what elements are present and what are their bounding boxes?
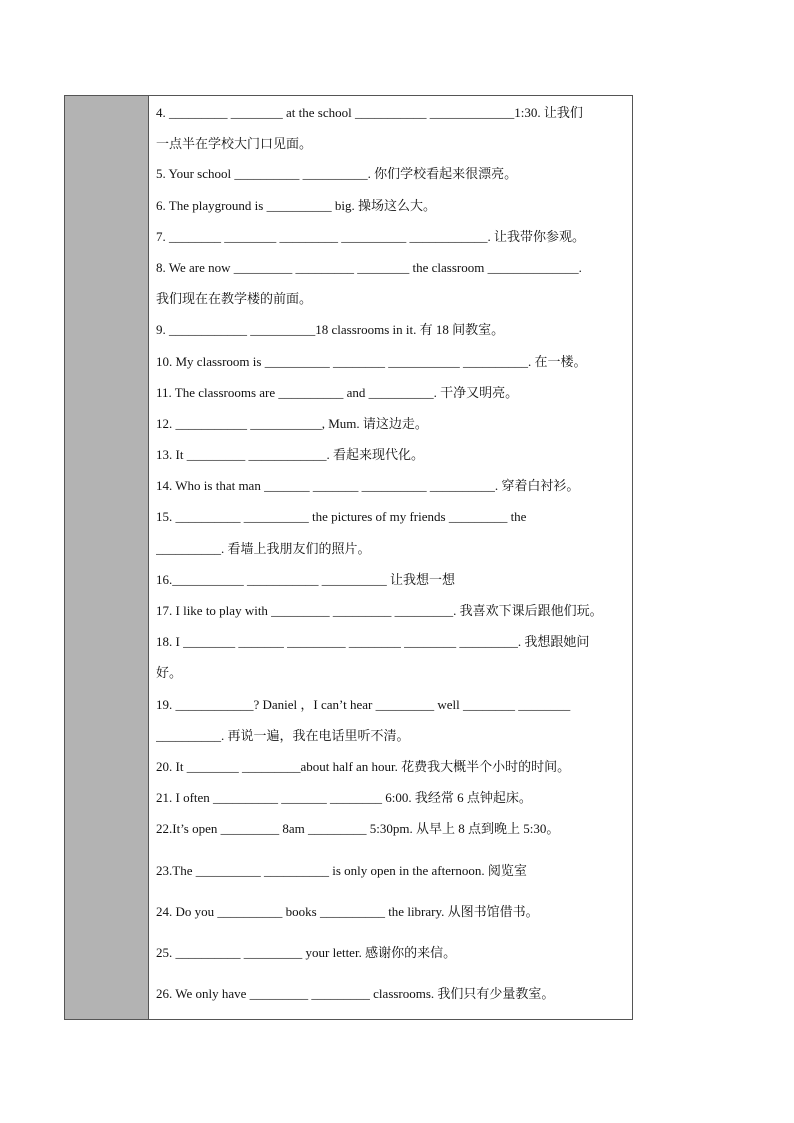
exercise-line-19a: 19. ____________? Daniel ，I can’t hear _________ well ________ ________: [156, 697, 571, 712]
exercise-line-21: 21. I often __________ _______ ________ 6:00. 我经常 6 点钟起床。: [156, 790, 532, 805]
exercise-line-10: 10. My classroom is __________ ________ ___________ __________. 在一楼。: [156, 354, 587, 369]
exercise-line-5: 5. Your school __________ __________. 你们学校看起来很漂亮。: [156, 166, 518, 181]
exercise-table: [64, 95, 633, 1020]
exercise-line-15a: 15. __________ __________ the pictures of my friends _________ the: [156, 509, 527, 524]
exercise-line-4b: 一点半在学校大门口见面。: [156, 136, 313, 151]
exercise-line-17: 17. I like to play with _________ _________ _________. 我喜欢下课后跟他们玩。: [156, 603, 603, 618]
exercise-line-26: 26. We only have _________ _________ classrooms. 我们只有少量教室。: [156, 986, 555, 1001]
exercise-line-20: 20. It ________ _________about half an hour. 花费我大概半个小时的时间。: [156, 759, 571, 774]
exercise-line-8b: 我们现在在教学楼的前面。: [156, 291, 313, 306]
exercise-line-23: 23.The __________ __________ is only open in the afternoon. 阅览室: [156, 863, 527, 878]
exercise-line-25: 25. __________ _________ your letter. 感谢你的来信。: [156, 945, 457, 960]
exercise-line-7: 7. ________ ________ _________ __________ ____________. 让我带你参观。: [156, 229, 586, 244]
exercise-line-16: 16.___________ ___________ __________ 让我想一想: [156, 572, 456, 587]
exercise-line-19b: __________. 再说一遍，我在电话里听不清。: [156, 728, 410, 743]
exercise-line-8a: 8. We are now _________ _________ ________ the classroom ______________.: [156, 260, 582, 275]
exercise-line-24: 24. Do you __________ books __________ the library. 从图书馆借书。: [156, 904, 539, 919]
exercise-line-13: 13. It _________ ____________. 看起来现代化。: [156, 447, 424, 462]
exercise-line-22: 22.It’s open _________ 8am _________ 5:30pm. 从早上 8 点到晚上 5:30。: [156, 821, 560, 836]
exercise-line-14: 14. Who is that man _______ _______ __________ __________. 穿着白衬衫。: [156, 478, 580, 493]
exercise-content: [149, 96, 632, 1019]
table-side-column: [65, 96, 149, 1019]
exercise-line-4a: 4. _________ ________ at the school ___________ _____________1:30. 让我们: [156, 105, 583, 120]
exercise-line-6: 6. The playground is __________ big. 操场这么大。: [156, 198, 436, 213]
exercise-line-18a: 18. I ________ _______ _________ ________ ________ _________. 我想跟她问: [156, 634, 590, 649]
exercise-line-12: 12. ___________ ___________, Mum. 请这边走。: [156, 416, 428, 431]
exercise-line-18b: 好。: [156, 665, 183, 680]
exercise-line-9: 9. ____________ __________18 classrooms in it. 有 18 间教室。: [156, 322, 505, 337]
exercise-line-15b: __________. 看墙上我朋友们的照片。: [156, 541, 371, 556]
exercise-line-11: 11. The classrooms are __________ and __________. 干净又明亮。: [156, 385, 519, 400]
